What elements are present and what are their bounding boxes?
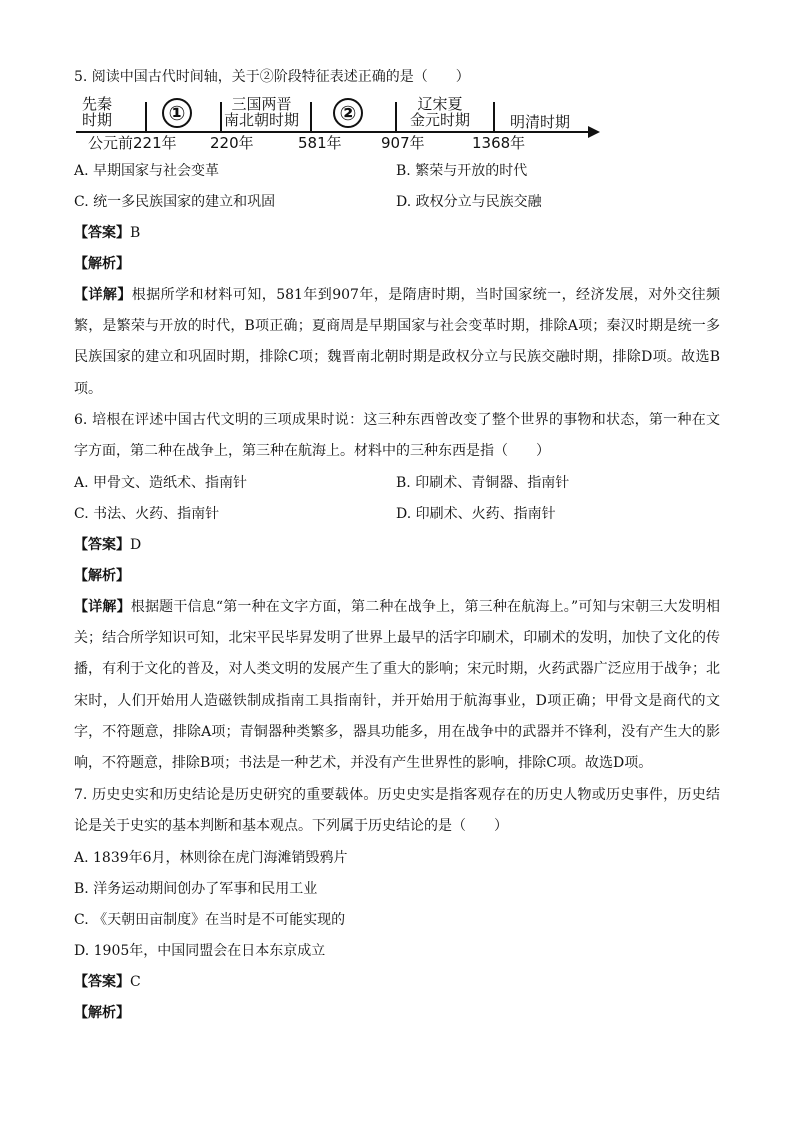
detail-tag: 【详解】 <box>74 287 132 303</box>
answer-value: D <box>130 537 142 553</box>
q5-option-b: B. 繁荣与开放的时代 <box>396 163 528 179</box>
marker-1: ① <box>162 98 192 128</box>
timeline-date: 581年 <box>298 134 342 152</box>
answer-value: C <box>130 974 141 990</box>
answer-tag: 【答案】 <box>74 225 130 241</box>
marker-2: ② <box>333 98 363 128</box>
q6-option-c: C. 书法、火药、指南针 <box>74 506 220 522</box>
q7-stem: 7. 历史史实和历史结论是历史研究的重要载体。历史史实是指客观存在的历史人物或历史事件，历史结论是关于史实的基本判断和基本观点。下列属于历史结论的是（ ） <box>74 787 720 835</box>
timeline-tick <box>220 102 222 132</box>
q5-option-c: C. 统一多民族国家的建立和巩固 <box>74 194 276 210</box>
timeline-tick <box>310 102 312 132</box>
q7-option-b: B. 洋务运动期间创办了军事和民用工业 <box>74 881 318 897</box>
q6-analysis-tag: 【解析】 <box>74 568 130 584</box>
timeline-tick <box>145 102 147 132</box>
timeline-tick <box>395 102 397 132</box>
answer-value: B <box>130 225 141 241</box>
q6-answer <box>74 536 141 554</box>
period-text: 先秦 时期 <box>82 95 113 129</box>
q5-answer <box>74 224 140 242</box>
timeline-date: 1368年 <box>472 134 526 152</box>
timeline-axis <box>76 131 592 133</box>
answer-tag: 【答案】 <box>74 974 130 990</box>
q6-option-a: A. 甲骨文、造纸术、指南针 <box>74 475 248 491</box>
timeline-date: 220年 <box>210 134 254 152</box>
timeline-tick <box>493 102 495 132</box>
q5-stem: 5. 阅读中国古代时间轴，关于②阶段特征表述正确的是（ ） <box>74 69 470 85</box>
q7-analysis-tag: 【解析】 <box>74 1005 130 1021</box>
timeline-arrow-icon <box>588 126 600 138</box>
q6-option-d: D. 印刷术、火药、指南针 <box>396 506 556 522</box>
timeline-date: 907年 <box>381 134 425 152</box>
q7-option-c: C. 《天朝田亩制度》在当时是不可能实现的 <box>74 912 346 928</box>
period-text: 辽宋夏 金元时期 <box>410 95 471 129</box>
q5-option-d: D. 政权分立与民族交融 <box>396 194 542 210</box>
detail-text: 根据题干信息“第一种在文字方面，第二种在战争上，第三种在航海上。”可知与宋朝三大发明相关；结合所学知识可知，北宋平民毕昇发明了世界上最早的活字印刷术，印刷术的发明，加快了文化的传播，有利于文化的普及，对人类文明的发展产生了重大的影响；宋元时期，火药武器广泛应用于战争；北宋时，人们开始用人造磁铁制成指南工具指南针，并开始用于航海事业，D项正确；甲骨文是商代的文字，不符题意，排除A项；青铜器种类繁多，器具功能多，用在战争中的武器并不锋利，没有产生大的影响，不符题意，排除B项；书法是一种艺术，并没有产生世界性的影响，排除C项。故选D项。 <box>74 599 721 772</box>
q7-answer <box>74 973 141 991</box>
period-text: 三国两晋 南北朝时期 <box>224 95 300 129</box>
q7-option-a: A. 1839年6月，林则徐在虎门海滩销毁鸦片 <box>74 850 348 866</box>
q5-analysis-tag: 【解析】 <box>74 256 130 272</box>
q5-option-a: A. 早期国家与社会变革 <box>74 163 220 179</box>
timeline-date: 公元前221年 <box>88 134 177 152</box>
timeline-period-liao-song <box>410 96 470 128</box>
q6-option-b: B. 印刷术、青铜器、指南针 <box>396 475 570 491</box>
q6-detail <box>74 592 720 779</box>
q6-stem: 6. 培根在评述中国古代文明的三项成果时说：这三种东西曾改变了整个世界的事物和状态，第一种在文字方面，第二种在战争上，第三种在航海上。材料中的三种东西是指（ ） <box>74 412 720 460</box>
answer-tag: 【答案】 <box>74 537 130 553</box>
q7-option-d: D. 1905年，中国同盟会在日本东京成立 <box>74 943 326 959</box>
timeline-period-three-kingdoms <box>224 96 299 128</box>
timeline-period-pre-qin <box>82 96 112 128</box>
detail-tag: 【详解】 <box>74 599 131 615</box>
timeline-period-ming-qing: 明清时期 <box>510 113 571 131</box>
q5-timeline <box>74 92 604 158</box>
detail-text: 根据所学和材料可知，581年到907年，是隋唐时期，当时国家统一，经济发展，对外交往频繁，是繁荣与开放的时代，B项正确；夏商周是早期国家与社会变革时期，排除A项；秦汉时期是统一多民族国家的建立和巩固时期，排除C项；魏晋南北朝时期是政权分立与民族交融时期，排除D项。故选B项。 <box>74 287 721 397</box>
q5-detail <box>74 280 720 405</box>
